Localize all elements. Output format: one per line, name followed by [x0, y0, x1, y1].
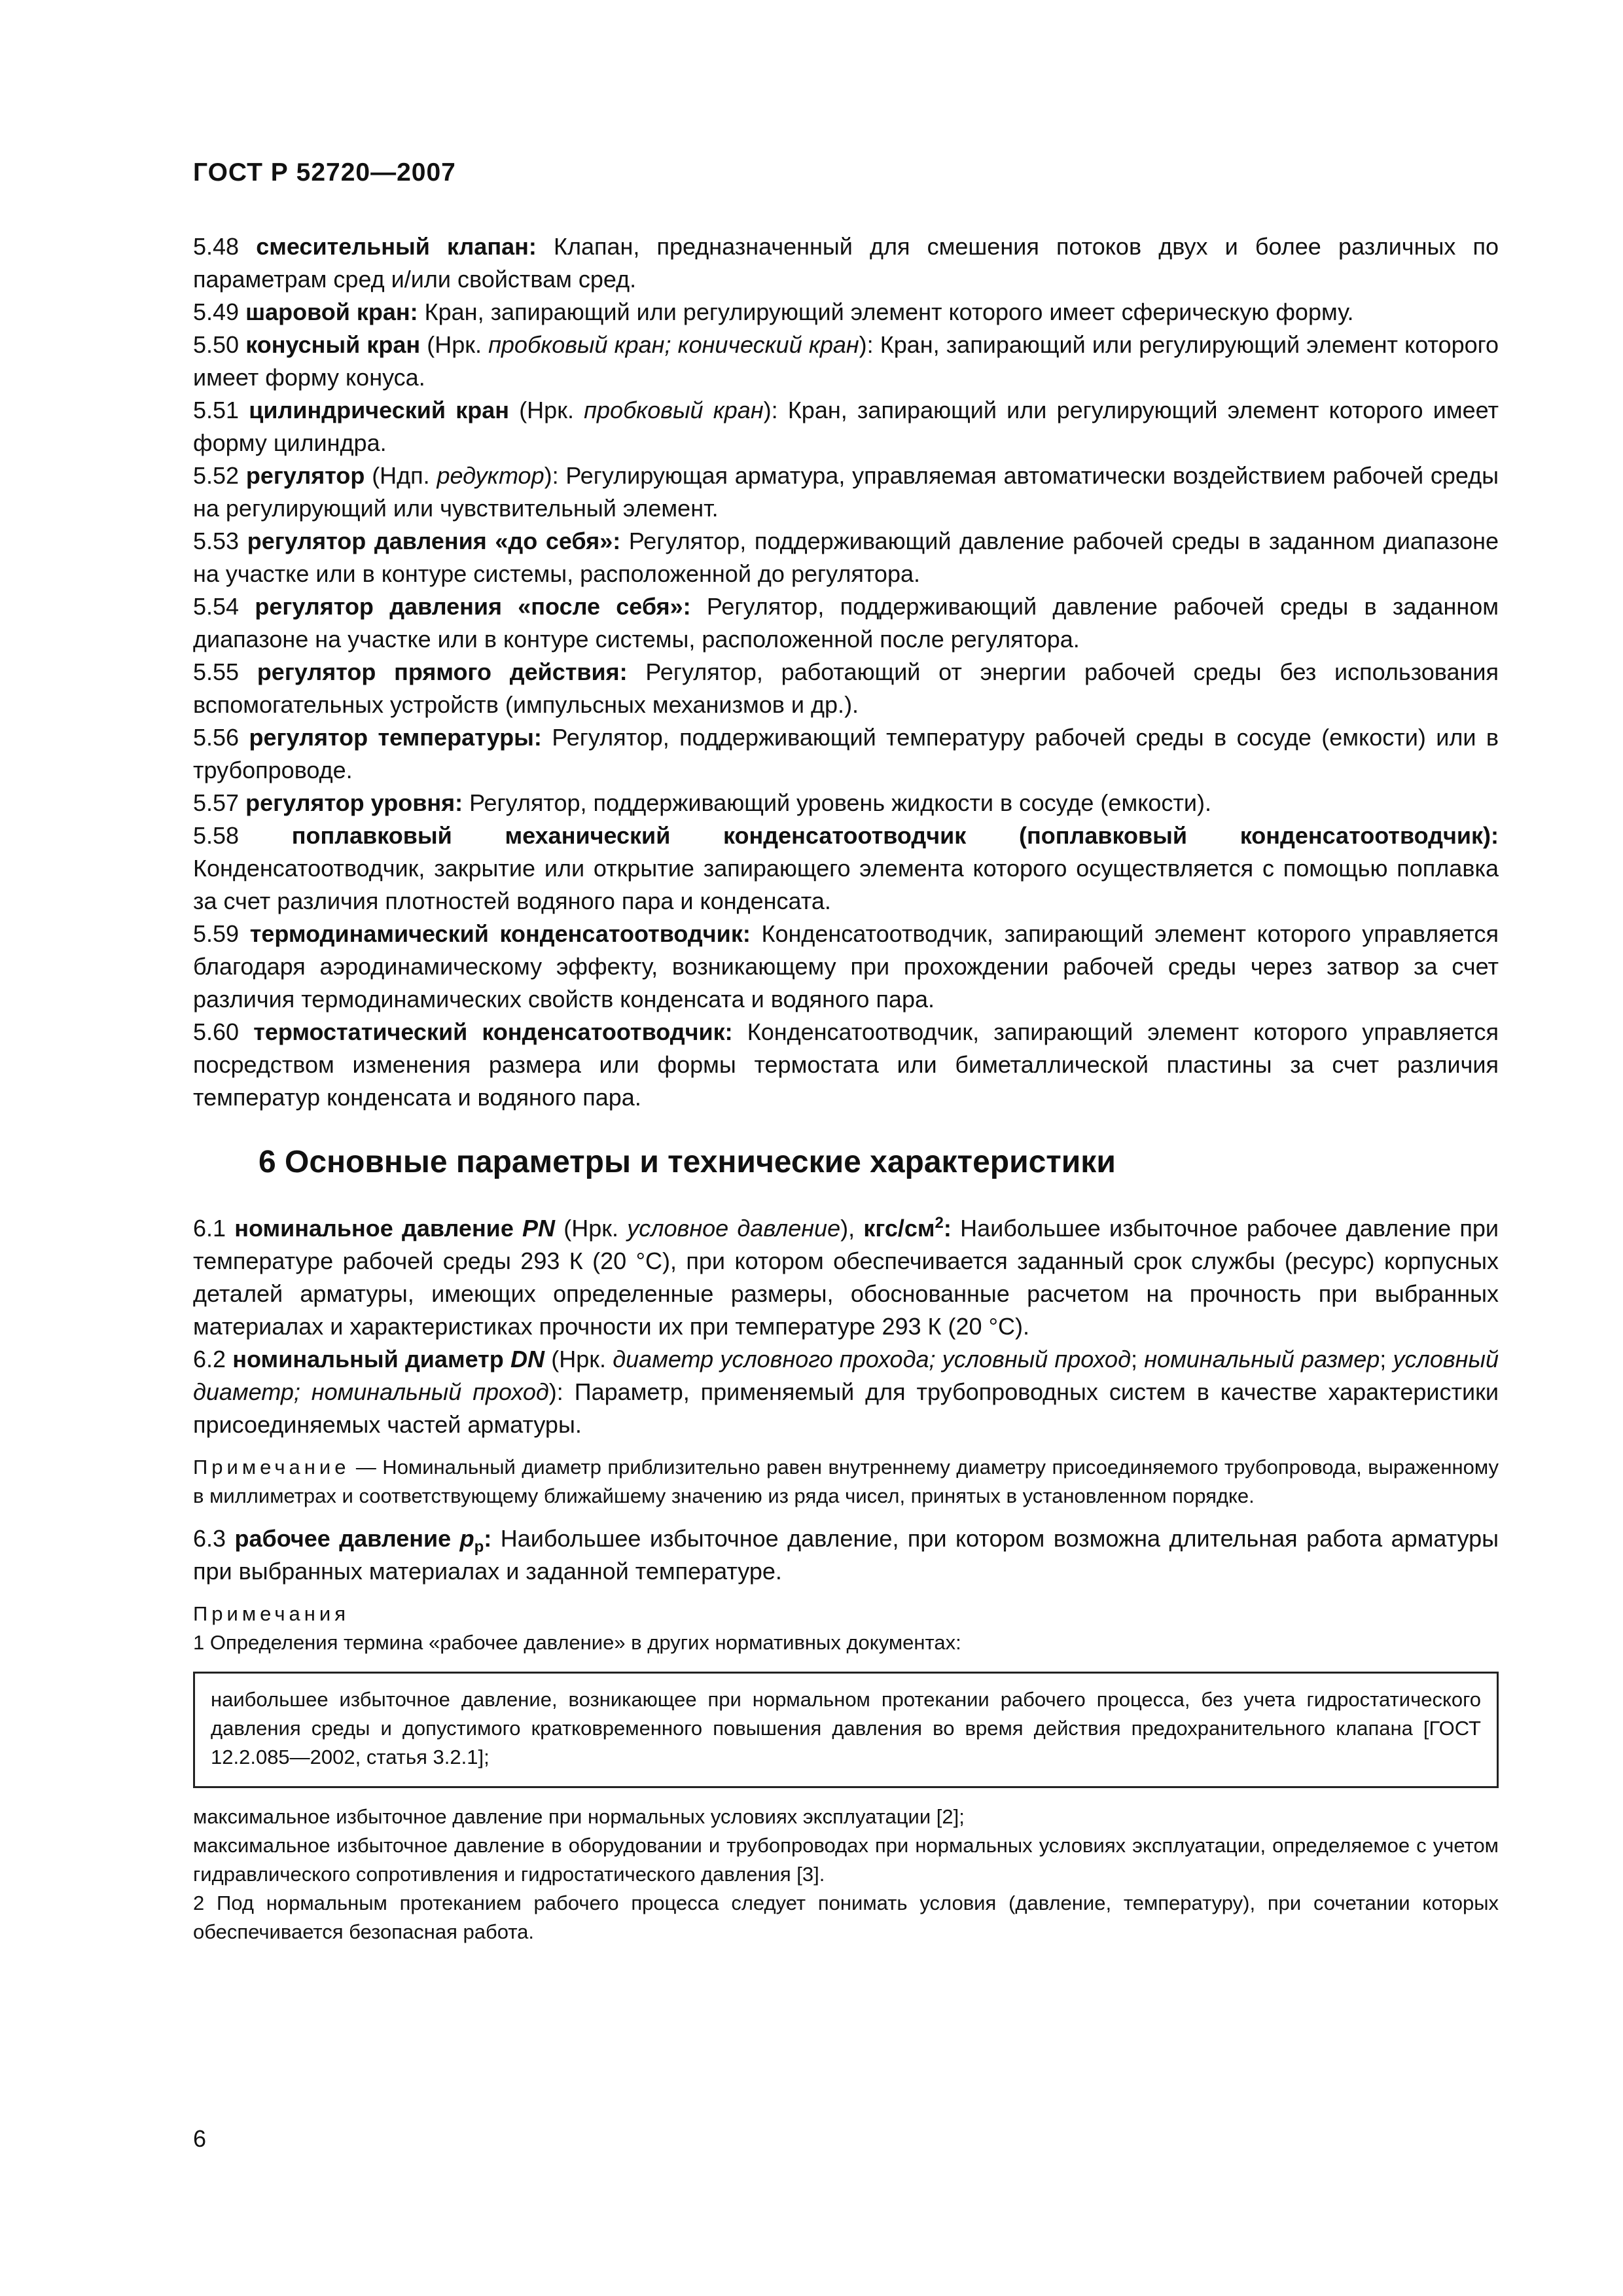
definition-item — [193, 1016, 1499, 1114]
alt-term: условный диаметр; номинальный проход — [193, 1346, 1499, 1405]
definition-item — [193, 459, 1499, 525]
page-number: 6 — [193, 2125, 207, 2152]
term: смесительный клапан: — [256, 233, 537, 260]
definition-text: ): Параметр, применяемый для трубопроводных систем в качестве характеристики присоединяемых частей арматуры. — [193, 1378, 1499, 1438]
unit: кгс/см — [863, 1215, 935, 1242]
definition-text: Регулятор, поддерживающий температуру рабочей среды в сосуде (емкости) или в трубопроводе. — [193, 724, 1499, 783]
term: конусный кран — [245, 331, 421, 358]
term: цилиндрический кран — [249, 397, 509, 423]
definition-item — [193, 918, 1499, 1016]
clause-number: 5.54 — [193, 593, 240, 620]
separator: ), — [840, 1215, 864, 1242]
clause-number: 5.50 — [193, 331, 240, 358]
term: номинальное давление — [234, 1215, 514, 1242]
quoted-definition-box: наибольшее избыточное давление, возникающее при нормальном протекании рабочего процесса, без учета гидростатического давления среды и допустимого кратковременного повышения давления во время действия предохранительного клапана [ГОСТ 12.2.085—2002, статья 3.2.1]; — [193, 1672, 1499, 1788]
note-1-definition-3: максимальное избыточное давление в оборудовании и трубопроводах при нормальных условиях эксплуатации, определяемое с учетом гидравлического сопротивления и гидростатического давления [3]. — [193, 1834, 1499, 1886]
section-6-title: 6 Основные параметры и технические характеристики — [259, 1145, 1116, 1179]
clause-6-1 — [193, 1212, 1499, 1343]
definition-text: Регулятор, поддерживающий давление рабочей среды в заданном диапазоне на участке или в контуре системы, расположенной до регулятора. — [193, 528, 1499, 587]
note-1: 1 Определения термина «рабочее давление» в других нормативных документах: — [193, 1631, 961, 1654]
alt-term: пробковый кран; конический кран — [488, 331, 859, 358]
prefix: (Нрк. — [519, 397, 584, 423]
alt-term: пробковый кран — [584, 397, 764, 423]
clause-6-2 — [193, 1343, 1499, 1441]
definition-item — [193, 296, 1499, 329]
term-symbol: DN — [510, 1346, 544, 1372]
note-6-2 — [193, 1453, 1499, 1511]
clause-number: 5.60 — [193, 1018, 240, 1045]
definition-item — [193, 230, 1499, 296]
definition-item — [193, 819, 1499, 918]
definition-item — [193, 787, 1499, 819]
definition-item — [193, 525, 1499, 590]
definition-item — [193, 721, 1499, 787]
separator: ; — [1380, 1346, 1393, 1372]
alt-term: диаметр условного прохода; условный проход — [613, 1346, 1131, 1372]
prefix: (Нрк. — [427, 331, 489, 358]
term: термостатический конденсатоотводчик: — [253, 1018, 733, 1045]
definition-text: ): Кран, запирающий или регулирующий элемент которого имеет форму цилиндра. — [193, 397, 1499, 456]
clause-number: 6.3 — [193, 1525, 226, 1552]
separator: ; — [1130, 1346, 1145, 1372]
definition-text: Регулятор, поддерживающий давление рабочей среды в заданном диапазоне на участке или в контуре системы, расположенной после регулятора. — [193, 593, 1499, 653]
clause-number: 5.52 — [193, 462, 240, 489]
alt-term: редуктор — [437, 462, 544, 489]
definition-text: ): Регулирующая арматура, управляемая автоматически воздействием рабочей среды на регулирующий или чувствительный элемент. — [193, 462, 1499, 522]
prefix: (Ндп. — [372, 462, 437, 489]
term: регулятор давления «до себя»: — [247, 528, 621, 554]
note-label: Примечание — [193, 1456, 350, 1479]
term: рабочее давление — [234, 1525, 452, 1552]
note-2: 2 Под нормальным протеканием рабочего процесса следует понимать условия (давление, температуру), при сочетании которых обеспечивается безопасная работа. — [193, 1892, 1499, 1943]
term: номинальный диаметр — [232, 1346, 504, 1372]
clause-number: 6.2 — [193, 1346, 226, 1372]
definition-text: Наибольшее избыточное давление, при котором возможна длительная работа арматуры при выбранных материалах и заданной температуре. — [193, 1525, 1499, 1585]
definition-item — [193, 394, 1499, 459]
definition-text: Наибольшее избыточное рабочее давление при температуре рабочей среды 293 К (20 °С), при котором обеспечивается заданный срок службы (ресурс) корпусных деталей арматуры, имеющих определенные размеры, обоснованные расчетом на прочность при выбранных материалах и характеристиках прочности их при температуре 293 К (20 °С). — [193, 1215, 1499, 1340]
clause-number: 6.1 — [193, 1215, 226, 1242]
clause-number: 5.49 — [193, 298, 240, 325]
document-body — [193, 230, 1499, 1946]
term: регулятор — [245, 462, 365, 489]
prefix: (Нрк. — [551, 1346, 613, 1372]
clause-number: 5.55 — [193, 658, 240, 685]
clause-number: 5.53 — [193, 528, 240, 554]
definition-item — [193, 329, 1499, 394]
clause-number: 5.57 — [193, 789, 240, 816]
term: регулятор давления «после себя»: — [255, 593, 691, 620]
definition-text: Клапан, предназначенный для смешения потоков двух и более различных по параметрам сред и/или свойствам сред. — [193, 233, 1499, 293]
definition-text: Регулятор, поддерживающий уровень жидкости в сосуде (емкости). — [469, 789, 1211, 816]
alt-term: условное давление — [627, 1215, 841, 1242]
clause-6-3 — [193, 1522, 1499, 1588]
clause-number: 5.58 — [193, 822, 240, 849]
term: поплавковый механический конденсатоотводчик (поплавковый конденсатоотводчик): — [291, 822, 1499, 849]
note-text: — Номинальный диаметр приблизительно равен внутреннему диаметру присоединяемого трубопровода, выраженному в миллиметрах и соответствующему ближайшему значению из ряда чисел, принятых в установленном порядке. — [193, 1456, 1499, 1507]
clause-number: 5.48 — [193, 233, 240, 260]
definition-text: Конденсатоотводчик, запирающий элемент которого управляется благодаря аэродинамическому эффекту, возникающему при прохождении рабочей среды через затвор за счет различия термодинамических свойств конденсата и водяного пара. — [193, 920, 1499, 1013]
term: регулятор температуры: — [249, 724, 542, 751]
prefix: (Нрк. — [563, 1215, 628, 1242]
term: шаровой кран: — [245, 298, 418, 325]
definition-text: ): Кран, запирающий или регулирующий элемент которого имеет форму конуса. — [193, 331, 1499, 391]
term: регулятор прямого действия: — [257, 658, 628, 685]
definition-item — [193, 656, 1499, 721]
term-symbol: PN — [522, 1215, 556, 1242]
symbol-subscript: р — [474, 1538, 484, 1556]
definition-text: Кран, запирающий или регулирующий элемент которого имеет сферическую форму. — [424, 298, 1354, 325]
notes-label: Примечания — [193, 1602, 349, 1625]
term-symbol: p — [459, 1525, 474, 1552]
term: регулятор уровня: — [245, 789, 463, 816]
definition-text: Конденсатоотводчик, запирающий элемент которого управляется посредством изменения размера или формы термостата или биметаллической пластины за счет различия температур конденсата и водяного пара. — [193, 1018, 1499, 1111]
definition-item — [193, 590, 1499, 656]
term: термодинамический конденсатоотводчик: — [249, 920, 751, 947]
colon: : — [484, 1525, 492, 1552]
unit-superscript: 2 — [935, 1214, 944, 1232]
clause-number: 5.51 — [193, 397, 240, 423]
note-1-definition-2: максимальное избыточное давление при нормальных условиях эксплуатации [2]; — [193, 1805, 965, 1828]
colon: : — [943, 1215, 952, 1242]
alt-term: номинальный размер — [1144, 1346, 1380, 1372]
definition-text: Регулятор, работающий от энергии рабочей среды без использования вспомогательных устройств (импульсных механизмов и др.). — [193, 658, 1499, 718]
definition-text: Конденсатоотводчик, закрытие или открытие запирающего элемента которого осуществляется с помощью поплавка за счет различия плотностей водяного пара и конденсата. — [193, 855, 1499, 914]
clause-number: 5.59 — [193, 920, 240, 947]
document-header: ГОСТ Р 52720—2007 — [193, 158, 456, 187]
clause-number: 5.56 — [193, 724, 240, 751]
definitions-list — [193, 230, 1499, 1114]
